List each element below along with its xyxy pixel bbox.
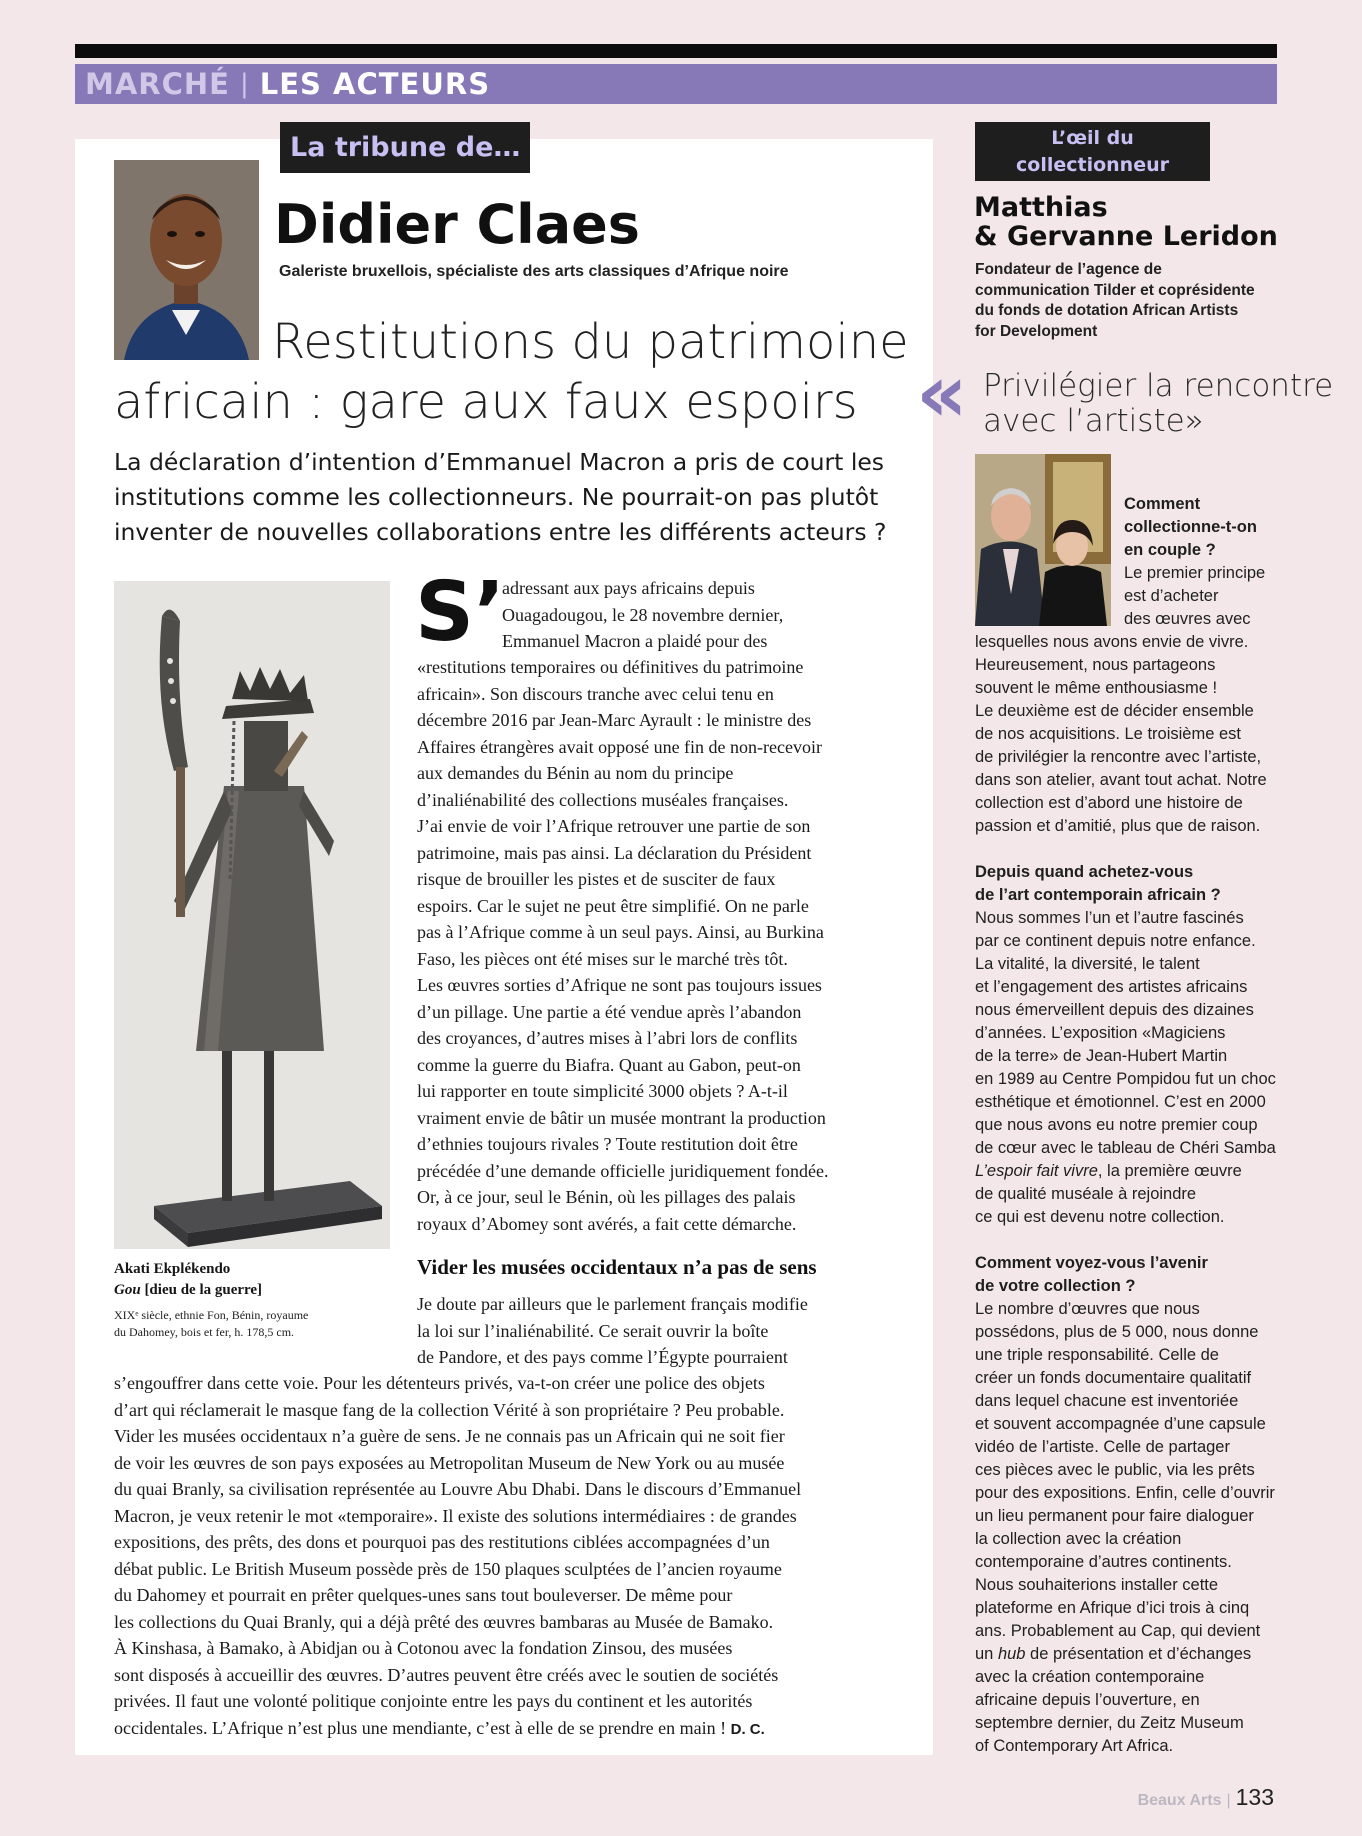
body-line: du quai Branly, sa civilisation représentée au Louvre Abu Dhabi. Dans le discours d’Emmanuel xyxy=(114,1479,802,1499)
body-line-last xyxy=(114,1715,801,1744)
section-category[interactable]: MARCHÉ xyxy=(85,67,230,101)
collector-role-line: Fondateur de l’agence de xyxy=(975,261,1162,278)
answer-line: la collection avec la création xyxy=(975,1530,1182,1548)
collector-role-line: for Development xyxy=(975,322,1098,340)
caption-title xyxy=(114,1259,374,1301)
body-line: espoirs. Car le sujet ne peut être simplifié. On ne parle xyxy=(417,895,809,916)
collector-name-line: Matthias xyxy=(974,192,1108,223)
answer-line: avec la création contemporaine xyxy=(975,1668,1205,1686)
answer-line: pour des expositions. Enfin, celle d’ouvrir xyxy=(975,1484,1275,1502)
answer-line: septembre dernier, du Zeitz Museum xyxy=(975,1714,1244,1732)
body-line: Macron, je veux retenir le mot «temporaire». Il existe des solutions intermédiaires : de grandes xyxy=(114,1505,797,1526)
answer-line: dans lequel chacune est inventoriée xyxy=(975,1392,1239,1410)
caption-detail-line: XIXᵉ siècle, ethnie Fon, Bénin, royaume xyxy=(114,1308,309,1322)
body-line: s’engouffrer dans cette voie. Pour les détenteurs privés, va-t-on créer une police des objets xyxy=(114,1373,765,1393)
body-line: aux demandes du Bénin au nom du principe xyxy=(417,763,734,783)
answer-line: lesquelles nous avons envie de vivre. xyxy=(975,633,1249,651)
question-line: Comment xyxy=(1124,495,1201,513)
body-line: la loi sur l’inaliénabilité. Ce serait ouvrir la boîte xyxy=(417,1320,769,1341)
interview-a1-narrow xyxy=(1124,493,1265,631)
section-separator: | xyxy=(240,69,250,99)
collector-role xyxy=(975,260,1255,342)
answer-line: un lieu permanent pour faire dialoguer xyxy=(975,1507,1254,1525)
body-line: précédée d’une demande officielle juridiquement fondée. xyxy=(417,1160,829,1181)
collector-role-line: communication Tilder et coprésidente xyxy=(975,281,1255,299)
open-quote-icon: « xyxy=(916,347,968,440)
standfirst-line: inventer de nouvelles collaborations entre les différents acteurs ? xyxy=(114,518,887,546)
answer-line: en 1989 au Centre Pompidou fut un choc xyxy=(975,1070,1276,1088)
body-last-text: occidentales. L’Afrique n’est plus une mendiante, c’est à elle de se prendre en main ! xyxy=(114,1717,727,1738)
answer-line: Le deuxième est de décider ensemble xyxy=(975,702,1254,720)
body-line: lui rapporter en toute simplicité 3000 objets ? A-t-il xyxy=(417,1081,788,1101)
answer-line: de nos acquisitions. Le troisième est xyxy=(975,725,1241,743)
answer-line-mixed xyxy=(975,1160,1276,1183)
caption-detail xyxy=(114,1307,374,1341)
answer-line: contemporaine d’autres continents. xyxy=(975,1553,1232,1571)
article-headline xyxy=(114,312,934,432)
answer-line: Nous souhaiterions installer cette xyxy=(975,1576,1219,1594)
magazine-brand: Beaux Arts xyxy=(1137,1792,1222,1809)
caption-artist: Akati Ekplékendo xyxy=(114,1261,231,1277)
answer-line: plateforme en Afrique d’ici trois à cinq xyxy=(975,1599,1250,1617)
body-line: Les œuvres sorties d’Afrique ne sont pas toujours issues xyxy=(417,975,822,995)
body-main xyxy=(417,654,828,1237)
article-standfirst xyxy=(114,445,934,550)
tribune-label: La tribune de… xyxy=(280,122,530,173)
body-line: d’un pillage. Une partie a été vendue après l’abandon xyxy=(417,1001,802,1022)
statue-photo xyxy=(114,581,390,1249)
body-line: Je doute par ailleurs que le parlement français modifie xyxy=(417,1294,808,1314)
answer-fragment: de présentation et d’échanges xyxy=(1025,1645,1252,1663)
answer-line: esthétique et émotionnel. C’est en 2000 xyxy=(975,1093,1266,1111)
answer-line: et souvent accompagnée d’une capsule xyxy=(975,1415,1266,1433)
body-line: Vider les musées occidentaux n’a guère de sens. Je ne connais pas un Africain qui ne soit fier xyxy=(114,1426,785,1446)
question-line: de votre collection ? xyxy=(975,1277,1136,1295)
author-signature: D. C. xyxy=(730,1720,765,1738)
collector-label xyxy=(975,122,1210,181)
answer-line: créer un fonds documentaire qualitatif xyxy=(975,1369,1252,1387)
answer-fragment: un xyxy=(975,1645,998,1663)
answer-line-mixed xyxy=(975,1643,1276,1666)
answer-line: ans. Probablement au Cap, qui devient xyxy=(975,1622,1261,1640)
body-line: comme la guerre du Biafra. Quant au Gabon, peut-on xyxy=(417,1054,801,1075)
collector-label-line: collectionneur xyxy=(1016,154,1169,176)
headline-line: africain : gare aux faux espoirs xyxy=(114,374,858,430)
answer-line: des œuvres avec xyxy=(1124,610,1251,628)
answer-line: collection est d’abord une histoire de xyxy=(975,794,1243,812)
body-line: Ouagadougou, le 28 novembre dernier, xyxy=(502,604,784,625)
answer-line: Heureusement, nous partageons xyxy=(975,656,1216,674)
body-line: À Kinshasa, à Bamako, à Abidjan ou à Cotonou avec la fondation Zinsou, des musées xyxy=(114,1638,733,1658)
answer-line: une triple responsabilité. Celle de xyxy=(975,1346,1219,1364)
answer-line: de cœur avec le tableau de Chéri Samba xyxy=(975,1139,1276,1157)
answer-line: vidéo de l’artiste. Celle de partager xyxy=(975,1438,1230,1456)
collector-label-line: L’œil du xyxy=(1051,127,1134,149)
collector-name xyxy=(974,193,1278,251)
body-line: d’ethnies toujours rivales ? Toute restitution doit être xyxy=(417,1134,798,1154)
answer-line: La vitalité, la diversité, le talent xyxy=(975,955,1200,973)
answer-line: nous émerveillent depuis des dizaines xyxy=(975,1001,1254,1019)
hub-word: hub xyxy=(997,1645,1026,1663)
answer-line: of Contemporary Art Africa. xyxy=(975,1737,1174,1755)
body-line: pas à l’Afrique comme à un seul pays. Ainsi, au Burkina xyxy=(417,922,824,942)
answer-line: est d’acheter xyxy=(1124,587,1219,605)
body-line: africain». Son discours tranche avec celui tenu en xyxy=(417,683,774,704)
article-subhead: Vider les musées occidentaux n’a pas de sens xyxy=(417,1255,817,1279)
question-line: collectionne-t-on xyxy=(1124,518,1257,536)
body-line: décembre 2016 par Jean-Marc Ayrault : le ministre des xyxy=(417,710,812,730)
pull-quote-line: Privilégier la rencontre xyxy=(983,368,1334,404)
body-line: sont disposés à accueillir des œuvres. D’autres peuvent être créés avec le soutien de sociétés xyxy=(114,1664,779,1685)
section-header xyxy=(75,64,1277,104)
body-line: Emmanuel Macron a plaidé pour des xyxy=(502,631,768,651)
body-line: vraiment envie de bâtir un musée montrant la production xyxy=(417,1107,826,1128)
answer-line: ces pièces avec le public, via les prêts xyxy=(975,1461,1255,1479)
body-line: J’ai envie de voir l’Afrique retrouver une partie de son xyxy=(417,816,811,836)
answer-line: de privilégier la rencontre avec l’artiste, xyxy=(975,748,1262,766)
page-number: 133 xyxy=(1235,1784,1274,1810)
body-line: adressant aux pays africains depuis xyxy=(502,578,755,598)
body-sub xyxy=(417,1291,808,1371)
body-line: de Pandore, et des pays comme l’Égypte pourraient xyxy=(417,1347,788,1367)
body-line: «restitutions temporaires ou définitives du patrimoine xyxy=(417,657,804,677)
body-line: royaux d’Abomey sont avérés, a fait cette démarche. xyxy=(417,1213,797,1234)
author-role: Galeriste bruxellois, spécialiste des arts classiques d’Afrique noire xyxy=(279,263,789,280)
question-line: en couple ? xyxy=(1124,541,1216,559)
caption-work-italic: Gou xyxy=(114,1282,141,1298)
headline-line: Restitutions du patrimoine xyxy=(272,314,909,370)
collector-name-line: & Gervanne Leridon xyxy=(974,221,1278,252)
question-line: Depuis quand achetez-vous xyxy=(975,863,1194,881)
page-footer xyxy=(1138,1784,1274,1811)
body-full-width xyxy=(114,1370,801,1743)
answer-line: passion et d’amitié, plus que de raison. xyxy=(975,817,1261,835)
answer-line: africaine depuis l’ouverture, en xyxy=(975,1691,1200,1709)
photo-caption xyxy=(114,1259,374,1341)
standfirst-line: La déclaration d’intention d’Emmanuel Macron a pris de court les xyxy=(114,448,885,476)
standfirst-line: institutions comme les collectionneurs. Ne pourrait-on pas plutôt xyxy=(114,483,879,511)
answer-line: Le nombre d’œuvres que nous xyxy=(975,1300,1200,1318)
pull-quote-line: avec l’artiste» xyxy=(983,403,1204,439)
answer-line: Nous sommes l’un et l’autre fascinés xyxy=(975,909,1244,927)
interview-body xyxy=(975,631,1276,1758)
body-line: du Dahomey et pourrait en prêter quelques-unes sans tout bouleverser. De même pour xyxy=(114,1585,733,1605)
top-rule xyxy=(75,44,1277,58)
answer-fragment: , la première œuvre xyxy=(1097,1162,1242,1180)
question-line: Comment voyez-vous l’avenir xyxy=(975,1254,1208,1272)
answer-line: souvent le même enthousiasme ! xyxy=(975,679,1218,697)
author-name: Didier Claes xyxy=(274,193,640,256)
body-line: Or, à ce jour, seul le Bénin, où les pillages des palais xyxy=(417,1187,796,1207)
answer-line: ce qui est devenu notre collection. xyxy=(975,1208,1225,1226)
caption-work: [dieu de la guerre] xyxy=(140,1282,263,1298)
body-line: d’inaliénabilité des collections muséales françaises. xyxy=(417,789,789,810)
body-line: Faso, les pièces ont été mises sur le marché très tôt. xyxy=(417,948,788,969)
collectors-photo xyxy=(975,454,1111,626)
paragraph-gap xyxy=(975,838,1276,861)
answer-line: de la terre» de Jean-Hubert Martin xyxy=(975,1047,1228,1065)
body-line: patrimoine, mais pas ainsi. La déclaration du Président xyxy=(417,842,812,863)
answer-line: de qualité muséale à rejoindre xyxy=(975,1185,1197,1203)
section-subcategory[interactable]: LES ACTEURS xyxy=(259,67,491,101)
body-line: Affaires étrangères avait opposé une fin de non-recevoir xyxy=(417,736,822,757)
answer-line: que nous avons eu notre premier coup xyxy=(975,1116,1258,1134)
body-line: débat public. Le British Museum possède près de 150 plaques sculptées de l’ancien royaume xyxy=(114,1558,782,1579)
paragraph-gap xyxy=(975,1229,1276,1252)
answer-line: par ce continent depuis notre enfance. xyxy=(975,932,1256,950)
question-line: de l’art contemporain africain ? xyxy=(975,886,1221,904)
answer-line: et l’engagement des artistes africains xyxy=(975,978,1248,996)
body-intro xyxy=(502,575,783,655)
drop-cap: S’ xyxy=(415,565,506,660)
answer-line: possédons, plus de 5 000, nous donne xyxy=(975,1323,1259,1341)
body-line: de voir les œuvres de son pays exposées au Metropolitan Museum de New York ou au musée xyxy=(114,1452,785,1473)
body-line: expositions, des prêts, des dons et pourquoi pas des restitutions ciblées accompagnées d’un xyxy=(114,1532,770,1552)
answer-line: dans son atelier, avant tout achat. Notre xyxy=(975,771,1267,789)
body-line: risque de brouiller les pistes et de susciter de faux xyxy=(417,869,776,889)
body-line: des croyances, d’autres mises à l’abri lors de conflits xyxy=(417,1028,798,1048)
footer-separator: | xyxy=(1226,1792,1231,1809)
collector-role-line: du fonds de dotation African Artists xyxy=(975,302,1239,319)
answer-line: Le premier principe xyxy=(1124,564,1266,582)
body-line: privées. Il faut une volonté politique conjointe entre les pays du continent et les autorités xyxy=(114,1691,753,1711)
artwork-title: L’espoir fait vivre xyxy=(975,1162,1098,1180)
body-line: les collections du Quai Branly, qui a déjà prêté des œuvres bambaras au Musée de Bamako. xyxy=(114,1611,774,1632)
answer-line: d’années. L’exposition «Magiciens xyxy=(975,1024,1226,1042)
caption-detail-line: du Dahomey, bois et fer, h. 178,5 cm. xyxy=(114,1325,295,1339)
pull-quote xyxy=(983,369,1333,439)
body-line: d’art qui réclamerait le masque fang de la collection Vérité à son propriétaire ? Peu probable. xyxy=(114,1399,785,1420)
